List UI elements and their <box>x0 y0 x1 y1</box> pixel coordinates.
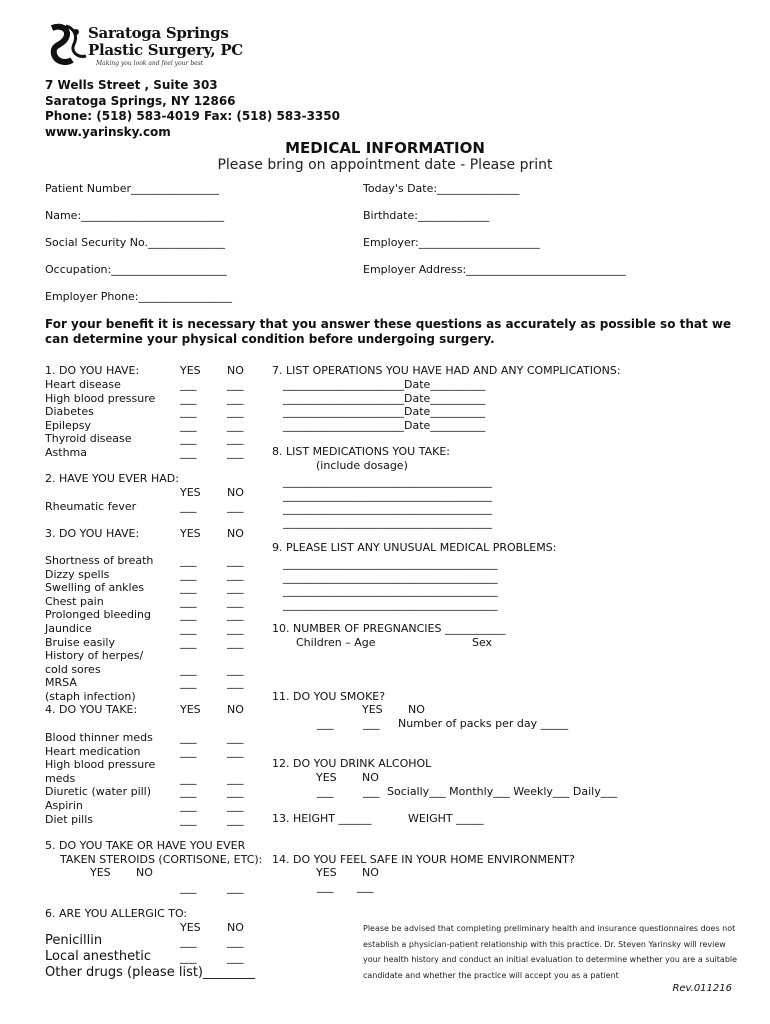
q8-medication-line[interactable]: ______________________________________ <box>283 502 492 516</box>
q1-item-yes-blank[interactable]: ___ <box>180 418 197 432</box>
q5-yes-blank[interactable]: ___ <box>180 881 197 894</box>
q12-frequency[interactable]: Socially___ Monthly___ Weekly___ Daily___ <box>387 785 618 798</box>
q3-item-label: Jaundice <box>45 622 92 635</box>
logo-mark-icon <box>48 22 92 66</box>
employer-phone-field[interactable]: Employer Phone:_________________ <box>45 290 233 303</box>
q9-problem-line[interactable]: _______________________________________ <box>283 597 498 611</box>
q3-item-no-blank[interactable]: ___ <box>227 676 244 690</box>
q7-operation-line[interactable]: ______________________Date__________ <box>283 391 486 405</box>
logo-tagline: Making you look and feel your best <box>96 60 204 67</box>
q3-item-yes-blank[interactable]: ___ <box>180 676 197 690</box>
q6-item-yes-blank[interactable]: ___ <box>180 951 197 964</box>
q7-operation-line[interactable]: ______________________Date__________ <box>283 418 486 432</box>
q3-item-no-blank[interactable]: ___ <box>227 622 244 635</box>
q13-weight[interactable]: WEIGHT _____ <box>408 812 484 825</box>
q3-item-no-blank[interactable]: ___ <box>227 567 244 581</box>
revision-code: Rev.011216 <box>672 983 732 994</box>
q12-no-blank[interactable]: ___ <box>363 785 380 798</box>
q1-item-label: Epilepsy <box>45 418 92 432</box>
q7-operation-line[interactable]: ______________________Date__________ <box>283 378 486 391</box>
q6-item-label: Local anesthetic <box>45 949 151 964</box>
q14-no-header: NO <box>362 866 379 879</box>
q7-heading: 7. LIST OPERATIONS YOU HAVE HAD AND ANY COMPLICATIONS: <box>272 364 621 377</box>
q3-item-label: Chest pain <box>45 594 104 608</box>
q3-item-label: cold sores <box>45 662 101 676</box>
todays-date-field[interactable]: Today's Date:_______________ <box>363 182 520 195</box>
q4-item-label: Blood thinner meds <box>45 731 153 744</box>
q2-no-header: NO <box>227 486 244 499</box>
q9-problem-line[interactable]: _______________________________________ <box>283 584 498 598</box>
q3-item-yes-blank[interactable]: ___ <box>180 622 197 635</box>
q14-yes-header: YES <box>316 866 337 879</box>
occupation-field[interactable]: Occupation:_____________________ <box>45 263 227 276</box>
q4-item-no-blank[interactable]: ___ <box>227 744 244 758</box>
q6-item-label: Penicillin <box>45 933 103 948</box>
employer-address-field[interactable]: Employer Address:_____________________________ <box>363 263 626 276</box>
q13-height[interactable]: 13. HEIGHT ______ <box>272 812 372 825</box>
q1-item-no-blank[interactable]: ___ <box>227 391 244 405</box>
q8-medication-line[interactable]: ______________________________________ <box>283 488 492 502</box>
q1-item-label: High blood pressure <box>45 391 156 405</box>
q1-item-no-blank[interactable]: ___ <box>227 378 244 391</box>
q11-no-blank[interactable]: ___ <box>363 717 380 730</box>
q4-no-header: NO <box>227 703 244 716</box>
q11-packs-per-day[interactable]: Number of packs per day _____ <box>398 717 569 730</box>
q6-no-header: NO <box>227 921 244 934</box>
q9-problem-line[interactable]: _______________________________________ <box>283 557 498 570</box>
q1-item-label: Thyroid disease <box>45 432 132 446</box>
q3-item-no-blank[interactable]: ___ <box>227 554 244 567</box>
logo-name-line1: Saratoga Springs <box>88 24 229 42</box>
q2-item-yes-blank[interactable]: ___ <box>180 500 197 513</box>
q3-item-label: Prolonged bleeding <box>45 608 152 622</box>
q11-no-header: NO <box>408 703 425 716</box>
disclaimer-text: Please be advised that completing preliminary health and insurance questionnaires does not establish a physician-patient relationship with this practice. Dr. Steven Yarinsky will review your health history and conduct an initial evaluation to determine whether you are a suitable candidate and whether the practice will accept you as a patient <box>363 924 738 980</box>
q3-item-yes-blank[interactable]: ___ <box>180 567 197 581</box>
q2-heading: 2. HAVE YOU EVER HAD: <box>45 472 179 485</box>
q8-subheading: (include dosage) <box>316 459 408 472</box>
q4-item-label: Diuretic (water pill) <box>45 785 152 799</box>
ssn-field[interactable]: Social Security No.______________ <box>45 236 226 249</box>
q4-item-label: meds <box>45 771 76 785</box>
q1-yes-header: YES <box>180 364 201 377</box>
q3-item-label: (staph infection) <box>45 690 136 703</box>
form-subtitle: Please bring on appointment date - Please print <box>217 157 553 173</box>
q1-item-no-blank[interactable]: ___ <box>227 432 244 446</box>
q10-sex[interactable]: Sex <box>472 636 493 649</box>
contact-block <box>45 78 340 140</box>
q6-item-label[interactable]: Other drugs (please list)________ <box>45 965 256 980</box>
q6-item-no-blank[interactable]: ___ <box>227 935 244 948</box>
q5-no-header: NO <box>136 866 153 879</box>
q3-item-label: Dizzy spells <box>45 567 110 581</box>
q12-heading: 12. DO YOU DRINK ALCOHOL <box>272 757 432 770</box>
q6-item-no-blank[interactable]: ___ <box>227 951 244 964</box>
q12-yes-header: YES <box>316 771 337 784</box>
q8-heading: 8. LIST MEDICATIONS YOU TAKE: <box>272 445 450 458</box>
logo-name-line2: Plastic Surgery, PC <box>88 41 243 59</box>
q14-yes-blank[interactable]: ___ <box>317 880 334 893</box>
q4-item-yes-blank[interactable]: ___ <box>180 785 197 799</box>
q3-item-label: History of herpes/ <box>45 649 144 663</box>
q4-item-yes-blank[interactable]: ___ <box>180 744 197 758</box>
q4-item-label: Heart medication <box>45 744 141 758</box>
address-line1: 7 Wells Street , Suite 303 <box>45 78 218 92</box>
instructions-paragraph: For your benefit it is necessary that you answer these questions as accurately as possible so that we can determine your physical condition before undergoing surgery. <box>45 317 732 346</box>
q3-item-yes-blank[interactable]: ___ <box>180 581 197 595</box>
form-title: MEDICAL INFORMATION <box>285 139 485 157</box>
q3-item-yes-blank[interactable]: ___ <box>180 608 197 622</box>
q3-item-no-blank[interactable]: ___ <box>227 662 244 676</box>
q5-heading-line1: 5. DO YOU TAKE OR HAVE YOU EVER <box>45 839 246 852</box>
q3-item-label: MRSA <box>45 676 77 690</box>
q1-item-yes-blank[interactable]: ___ <box>180 446 197 459</box>
q3-item-label: Bruise easily <box>45 635 115 649</box>
q1-item-label: Heart disease <box>45 378 121 391</box>
practice-logo <box>48 22 243 68</box>
q4-item-yes-blank[interactable]: ___ <box>180 731 197 744</box>
q12-no-header: NO <box>362 771 379 784</box>
q11-yes-blank[interactable]: ___ <box>317 717 334 730</box>
q4-item-no-blank[interactable]: ___ <box>227 731 244 744</box>
q1-item-no-blank[interactable]: ___ <box>227 405 244 419</box>
q5-yes-header: YES <box>90 866 111 879</box>
q10-children-age[interactable]: Children – Age <box>296 636 376 649</box>
q4-item-no-blank[interactable]: ___ <box>227 799 244 812</box>
q1-item-no-blank[interactable]: ___ <box>227 446 244 459</box>
q7-operation-line[interactable]: ______________________Date__________ <box>283 405 486 419</box>
q1-item-label: Asthma <box>45 446 87 459</box>
q9-heading: 9. PLEASE LIST ANY UNUSUAL MEDICAL PROBLEMS: <box>272 541 557 554</box>
q3-item-no-blank[interactable]: ___ <box>227 594 244 608</box>
q3-heading: 3. DO YOU HAVE: <box>45 527 140 540</box>
q4-yes-header: YES <box>180 703 201 716</box>
q4-item-yes-blank[interactable]: ___ <box>180 799 197 812</box>
q4-item-label: Aspirin <box>45 799 83 812</box>
q1-item-no-blank[interactable]: ___ <box>227 418 244 432</box>
q1-item-yes-blank[interactable]: ___ <box>180 405 197 419</box>
q4-item-no-blank[interactable]: ___ <box>227 785 244 799</box>
q3-no-header: NO <box>227 527 244 540</box>
name-field[interactable]: Name:__________________________ <box>45 209 225 222</box>
q3-yes-header: YES <box>180 527 201 540</box>
employer-field[interactable]: Employer:______________________ <box>363 236 540 249</box>
q8-medication-line[interactable]: ______________________________________ <box>283 475 492 488</box>
q3-item-no-blank[interactable]: ___ <box>227 635 244 649</box>
q4-item-yes-blank[interactable]: ___ <box>180 771 197 785</box>
q8-medication-line[interactable]: ______________________________________ <box>283 515 492 529</box>
q4-item-no-blank[interactable]: ___ <box>227 771 244 785</box>
q14-no-blank[interactable]: ___ <box>357 880 374 893</box>
q1-heading: 1. DO YOU HAVE: <box>45 364 140 377</box>
q4-heading: 4. DO YOU TAKE: <box>45 703 138 716</box>
q3-item-label: Swelling of ankles <box>45 581 145 595</box>
q3-item-yes-blank[interactable]: ___ <box>180 635 197 649</box>
q11-yes-header: YES <box>362 703 383 716</box>
q3-item-yes-blank[interactable]: ___ <box>180 594 197 608</box>
q4-item-label: Diet pills <box>45 812 93 826</box>
q9-problem-line[interactable]: _______________________________________ <box>283 570 498 584</box>
q2-item-label: Rheumatic fever <box>45 500 137 513</box>
address-line2: Saratoga Springs, NY 12866 <box>45 93 236 108</box>
q6-heading: 6. ARE YOU ALLERGIC TO: <box>45 907 188 920</box>
q3-item-label: Shortness of breath <box>45 554 154 567</box>
q5-heading-line2: TAKEN STEROIDS (CORTISONE, ETC): <box>60 853 263 866</box>
q4-item-label: High blood pressure <box>45 758 156 772</box>
q10-heading[interactable]: 10. NUMBER OF PREGNANCIES ___________ <box>272 622 506 635</box>
q1-item-yes-blank[interactable]: ___ <box>180 391 197 405</box>
q4-item-no-blank[interactable]: ___ <box>227 812 244 826</box>
q1-no-header: NO <box>227 364 244 377</box>
q3-item-yes-blank[interactable]: ___ <box>180 554 197 567</box>
q3-item-yes-blank[interactable]: ___ <box>180 662 197 676</box>
birthdate-field[interactable]: Birthdate:_____________ <box>363 209 490 222</box>
q6-yes-header: YES <box>180 921 201 934</box>
q6-item-yes-blank[interactable]: ___ <box>180 935 197 948</box>
q1-item-yes-blank[interactable]: ___ <box>180 432 197 446</box>
website: www.yarinsky.com <box>45 124 171 139</box>
q2-item-no-blank[interactable]: ___ <box>227 500 244 513</box>
q4-item-yes-blank[interactable]: ___ <box>180 812 197 826</box>
q3-item-no-blank[interactable]: ___ <box>227 608 244 622</box>
q2-yes-header: YES <box>180 486 201 499</box>
q3-item-no-blank[interactable]: ___ <box>227 581 244 595</box>
q1-item-label: Diabetes <box>45 405 94 419</box>
patient-number-field[interactable]: Patient Number________________ <box>45 182 219 195</box>
q5-no-blank[interactable]: ___ <box>227 881 244 894</box>
q14-heading: 14. DO YOU FEEL SAFE IN YOUR HOME ENVIRONMENT? <box>272 853 575 866</box>
q1-item-yes-blank[interactable]: ___ <box>180 378 197 391</box>
q11-heading: 11. DO YOU SMOKE? <box>272 690 386 703</box>
phone-fax: Phone: (518) 583-4019 Fax: (518) 583-3350 <box>45 109 340 123</box>
q12-yes-blank[interactable]: ___ <box>317 785 334 798</box>
